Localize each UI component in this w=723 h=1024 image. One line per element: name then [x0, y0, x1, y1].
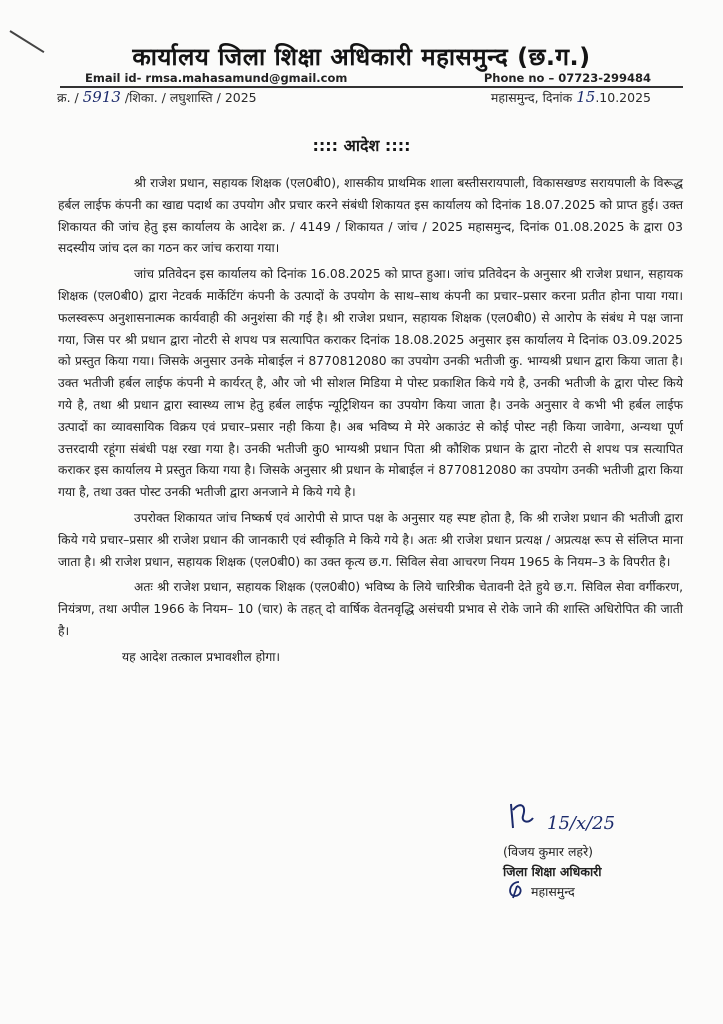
reference-number — [57, 88, 257, 106]
signatory-name: (विजय कुमार लहरे) — [503, 844, 594, 859]
ref-number-handwritten: 5913 — [82, 88, 121, 106]
phone-number: Phone no – 07723-299484 — [483, 71, 651, 85]
initial-scribble-icon — [505, 880, 527, 900]
order-body — [58, 173, 683, 673]
contact-row — [85, 71, 651, 85]
date-day-handwritten: 15 — [576, 88, 596, 106]
date-rest: .10.2025 — [595, 90, 651, 105]
email-address: Email id- rmsa.mahasamund@gmail.com — [85, 71, 348, 85]
paragraph-findings: उपरोक्त शिकायत जांच निष्कर्ष एवं आरोपी से प्राप्त पक्ष के अनुसार यह स्पष्ट होता है, कि श्री राजेश प्रधान की भतीजी द्वारा किये गये प्रचार–प्रसार श्री राजेश प्रधान की जानकारी एवं स्वीकृति मे किये गये है। अतः श्री राजेश प्रधान प्रत्यक्ष / अप्रत्यक्ष रूप से संलिप्त माना जाता है। श्री राजेश प्रधान, सहायक शिक्षक (एल0बी0) का उक्त कृत्य छ.ग. सिविल सेवा आचरण नियम 1965 के नियम–3 के विपरीत है। — [58, 510, 683, 569]
paragraph-complaint: श्री राजेश प्रधान, सहायक शिक्षक (एल0बी0), शासकीय प्राथमिक शाला बस्तीसरायपाली, विकासखण्ड सरायपाली के विरूद्ध हर्बल लाईफ कंपनी का खाद्य पदार्थ का उपयोग और प्रचार करने संबंधी शिकायत इस कार्यालय को दिनांक 18.07.2025 को प्राप्त हुई। उक्त शिकायत की जांच हेतु इस कार्यालय के आदेश क्र. / 4149 / शिकायत / जांच / 2025 महासमुन्द, दिनांक 01.08.2025 के द्वारा 03 सदस्यीय जांच दल का गठन कर जांच कराया गया। — [58, 176, 683, 256]
place-and-date — [491, 88, 651, 106]
paragraph-penalty: अतः श्री राजेश प्रधान, सहायक शिक्षक (एल0बी0) भविष्य के लिये चारित्रीक चेतावनी देते हुये छ.ग. सिविल सेवा वर्गीकरण, नियंत्रण, तथा अपील 1966 के नियम– 10 (चार) के तहत् दो वार्षिक वेतनवृद्धि असंचयी प्रभाव से रोके जाने की शास्ति अधिरोपित की जाती है। — [58, 580, 683, 638]
ref-suffix: /शिका. / लघुशास्ति / 2025 — [124, 90, 257, 105]
reference-row — [57, 88, 651, 106]
signatory-designation: जिला शिक्षा अधिकारी — [503, 864, 602, 879]
paragraph-inquiry-report: जांच प्रतिवेदन इस कार्यालय को दिनांक 16.08.2025 को प्राप्त हुआ। जांच प्रतिवेदन के अनुसार श्री राजेश प्रधान, सहायक शिक्षक (एल0बी0) द्वारा नेटवर्क मार्केटिंग कंपनी के उत्पादों के उपयोग के साथ–साथ कंपनी का प्रचार–प्रसार करना प्रतीत होना पाया गया। फलस्वरूप अनुशासनात्मक कार्यवाही की अनुशंसा की गई है। श्री राजेश प्रधान, सहायक शिक्षक (एल0बी0) से आरोप के संबंध मे पक्ष जाना गया, जिस पर श्री प्रधान द्वारा नोटरी से शपथ पत्र सत्यापित कराकर दिनांक 18.08.2025 अनुसार इस कार्यालय मे दिनांक 03.09.2025 को प्रस्तुत किया गया। जिसके अनुसार उनके मोबाईल नं 8770812080 का उपयोग उनकी भतीजी कु. भाग्यश्री प्रधान द्वारा किया जाता है। उक्त भतीजी हर्बल लाईफ कंपनी मे कार्यरत् है, और जो भी सोशल मिडिया मे पोस्ट प्रकाशित किये गये है, उनकी भतीजी के द्वारा पोस्ट किये गये है, तथा श्री प्रधान द्वारा स्वास्थ्य लाभ हेतु हर्बल लाईफ न्यूट्रिशियन का उपयोग किया जाता है। उनके अनुसार वे कभी भी हर्बल लाईफ उत्पादों का व्यावसायिक विक्रय एवं प्रचार–प्रसार नही किया है। अब भविष्य मे मेरे अकाउंट से कोई पोस्ट नही किया जावेगा, अन्यथा पूर्ण उत्तरदायी रहूंगा संबंधी पक्ष रखा गया है। उनकी भतीजी कु0 भाग्यश्री प्रधान पिता श्री कौशिक प्रधान के द्वारा नोटरी से शपथ पत्र सत्यापित कराकर इस कार्यालय मे प्रस्तुत किया गया है। जिसके अनुसार श्री प्रधान के मोबाईल नं 8770812080 का उपयोग उनकी भतीजी द्वारा किया गया है, तथा उक्त पोस्ट उनकी भतीजी द्वारा अनजाने मे किये गये है। — [58, 267, 683, 500]
ref-prefix: क्र. / — [57, 90, 79, 105]
office-title: कार्यालय जिला शिक्षा अधिकारी महासमुन्द (छ.ग.) — [132, 43, 591, 71]
closing-line: यह आदेश तत्काल प्रभावशील होगा। — [122, 649, 281, 664]
signatory-place: महासमुन्द — [531, 884, 575, 899]
order-heading: :::: आदेश :::: — [312, 136, 411, 155]
place-date-prefix: महासमुन्द, दिनांक — [490, 90, 573, 105]
signature-date-handwritten: 15/x/25 — [547, 813, 616, 834]
